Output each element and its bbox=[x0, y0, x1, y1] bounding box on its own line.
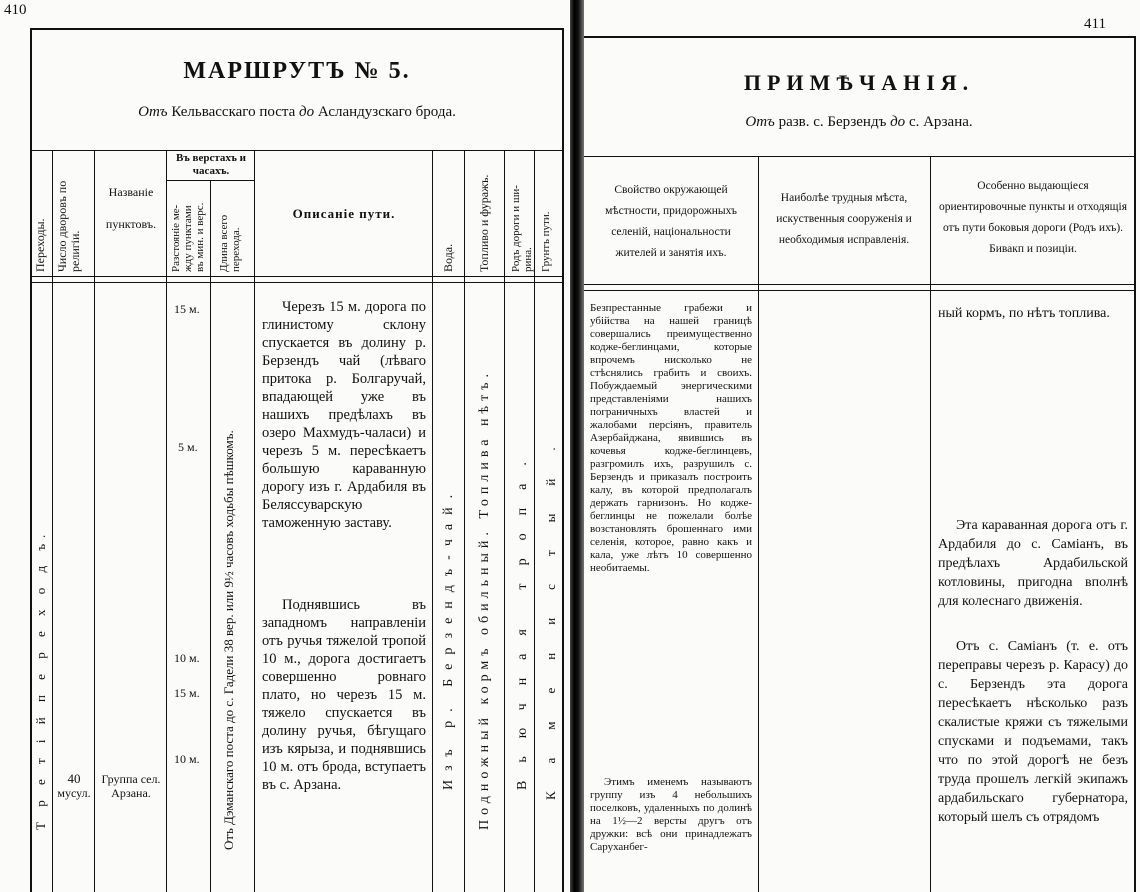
header-route-description: Описаніе пути. bbox=[292, 206, 396, 221]
point-name-cell: Группа сел. Арзана. bbox=[101, 772, 161, 800]
header-water: Вода. bbox=[441, 243, 455, 272]
crossing-length: Отъ Дэманскаго поста до с. Гадели 38 вер. или 9½ часовъ ходьбы пѣшкомъ. bbox=[221, 430, 236, 850]
header-versts-group: Въ верстахъ и часахъ. bbox=[176, 152, 246, 177]
notes-header-col3: Особенно выдающіеся ориентировочные пункты и отходящія отъ пути боковыя дороги (Родъ ихъ). Бивакп и позиціи. bbox=[938, 180, 1128, 255]
page-number-right: 411 bbox=[1084, 16, 1106, 32]
notes-header-col1: Свойство окружающей мѣстности, придорожныхъ селеній, національности жителей и занятія ихъ. bbox=[605, 184, 737, 259]
notes-subtitle: Отъ разв. с. Берзендъ до с. Арзана. bbox=[745, 114, 973, 130]
page-number-left: 410 bbox=[4, 2, 27, 18]
notes-col3-text-2: Эта караванная дорога отъ г. Ардабиля до с. Саміанъ, въ предѣлахъ Ардабильской котловины, пригодна вполнѣ для колеснаго движенія. bbox=[938, 518, 1128, 609]
header-soil: Грунтъ пути. bbox=[540, 211, 552, 272]
notes-header-bottom bbox=[584, 284, 1136, 285]
col-sep bbox=[254, 150, 255, 892]
distance-2: 5 м. bbox=[178, 440, 198, 454]
col-sep bbox=[464, 150, 465, 892]
col-sep bbox=[432, 150, 433, 892]
households-cell: 40 мусул. bbox=[57, 771, 91, 800]
header-fuel: Топливо и фуражъ. bbox=[477, 174, 491, 272]
header-households: Число дворовъ по религіи. bbox=[55, 180, 82, 272]
right-border bbox=[562, 28, 564, 892]
road-type: Вьючная тропа. bbox=[515, 444, 530, 790]
col-sep bbox=[504, 150, 505, 892]
route-subtitle: Отъ Кельвасскаго поста до Асландузскаго брода. bbox=[138, 104, 456, 120]
col-sep bbox=[52, 150, 53, 892]
notes-col3-text-1: ный кормъ, по нѣтъ топлива. bbox=[938, 306, 1110, 321]
header-bottom-rule bbox=[32, 276, 562, 277]
header-length: Длина всего перехода. bbox=[218, 214, 242, 272]
book-spine bbox=[570, 0, 584, 892]
header-point-name: Названіе пунктовъ. bbox=[105, 185, 157, 231]
notes-col-sep-1 bbox=[758, 156, 759, 892]
route-description-p1: Черезъ 15 м. дорога по глинистому склону спускается въ долину р. Берзендъ чай (лѣваго притока р. Болгаручай, впадающей уже въ нашихъ предѣлахъ въ озеро Махмудъ-чаласи) и черезъ 5 м. пересѣкаетъ большую караванную дорогу изъ г. Ардабиля въ Беляссуварскую таможенную заставу. bbox=[262, 299, 426, 531]
header-crossings: Переходы. bbox=[33, 218, 47, 272]
col-sep bbox=[166, 150, 167, 892]
distance-5: 10 м. bbox=[174, 752, 200, 766]
top-border bbox=[30, 28, 564, 30]
header-road-type: Родъ дороги и ши- рина. bbox=[510, 185, 534, 272]
right-edge-border bbox=[1134, 36, 1136, 892]
col-sep bbox=[210, 180, 211, 892]
header-bottom-rule-2 bbox=[32, 282, 562, 283]
top-border-right bbox=[584, 36, 1136, 38]
notes-col-sep-2 bbox=[930, 156, 931, 892]
notes-title: ПРИМѢЧАНІЯ. bbox=[743, 70, 975, 95]
col-sep bbox=[534, 150, 535, 892]
distance-3: 10 м. bbox=[174, 651, 200, 665]
left-border bbox=[30, 28, 32, 892]
notes-header-col2: Наиболѣе трудныя мѣста, искуственныя сооруженія и необходимыя исправленія. bbox=[776, 192, 912, 246]
distance-1: 15 м. bbox=[174, 302, 200, 316]
route-description-p2: Поднявшись въ западномъ направленіи отъ ручья тяжелой тропой 10 м., дорога достигаетъ совершенно ровнаго плато, но черезъ 15 м. тяжело спускается въ долину ручья, бѣгущаго изъ кярыза, и поднявшись 10 м. отъ брода, вступаетъ въ с. Арзана. bbox=[262, 597, 426, 793]
notes-col3-text-3: Отъ с. Саміанъ (т. е. отъ переправы черезъ р. Карасу) до с. Берзендъ эта дорога пересѣкаетъ нѣсколько разъ скалистые кряжи съ тяжелыми спусками и подъемами, такъ что по этой дорогѣ не безъ труда прошелъ легкій экипажъ ардабильскаго губернатора, который шелъ съ отрядомъ bbox=[938, 639, 1128, 825]
water-source: Изъ р. Берзендъ-чай. bbox=[441, 485, 456, 790]
col-sep bbox=[94, 150, 95, 892]
soil-type: Каменистый. bbox=[543, 419, 558, 800]
notes-col1-text-1: Безпрестанные грабежи и убійства на нашей границѣ совершались преимущественно кодже-беглинцами, которые впрочемъ нисколько не стѣснялись грабить и своихъ. Побуждаемый энергическими представленіями нашихъ пограничныхъ властей и жалобами персіянъ, правитель Азербайджана, явившись въ кочевья кодже-беглинцевъ, разгромилъ ихъ, разрушилъ с. Берзендъ и приказалъ построить калу, въ которой предполагалъ держать гарнизонъ. Но кодже-беглинцы не пожелали болѣе возстановлять брошеннаго ими селенія, которое, равно какъ и кала, уже лѣтъ 10 совершенно необитаемы. bbox=[590, 302, 752, 574]
fuel-forage: Подножный кормъ обильный. Топлива нѣтъ. bbox=[477, 369, 492, 830]
notes-header-top bbox=[584, 156, 1136, 157]
route-title: МАРШРУТЪ № 5. bbox=[183, 58, 411, 84]
notes-col1-text-2: Этимъ именемъ называютъ группу изъ 4 небольшихъ поселковъ, удаленныхъ по долинѣ на 1½—2 версты другъ отъ дружки: всѣ они принадлежатъ Саруханбег- bbox=[590, 776, 752, 853]
crossing-label: Т р е т і й п е р е х о д ъ. bbox=[33, 528, 48, 830]
header-distance: Разстояніе ме- жду пунктами въ мин. и верс. bbox=[170, 202, 206, 272]
distance-4: 15 м. bbox=[174, 686, 200, 700]
notes-header-bottom-2 bbox=[584, 290, 1136, 291]
header-top-rule bbox=[32, 150, 562, 151]
